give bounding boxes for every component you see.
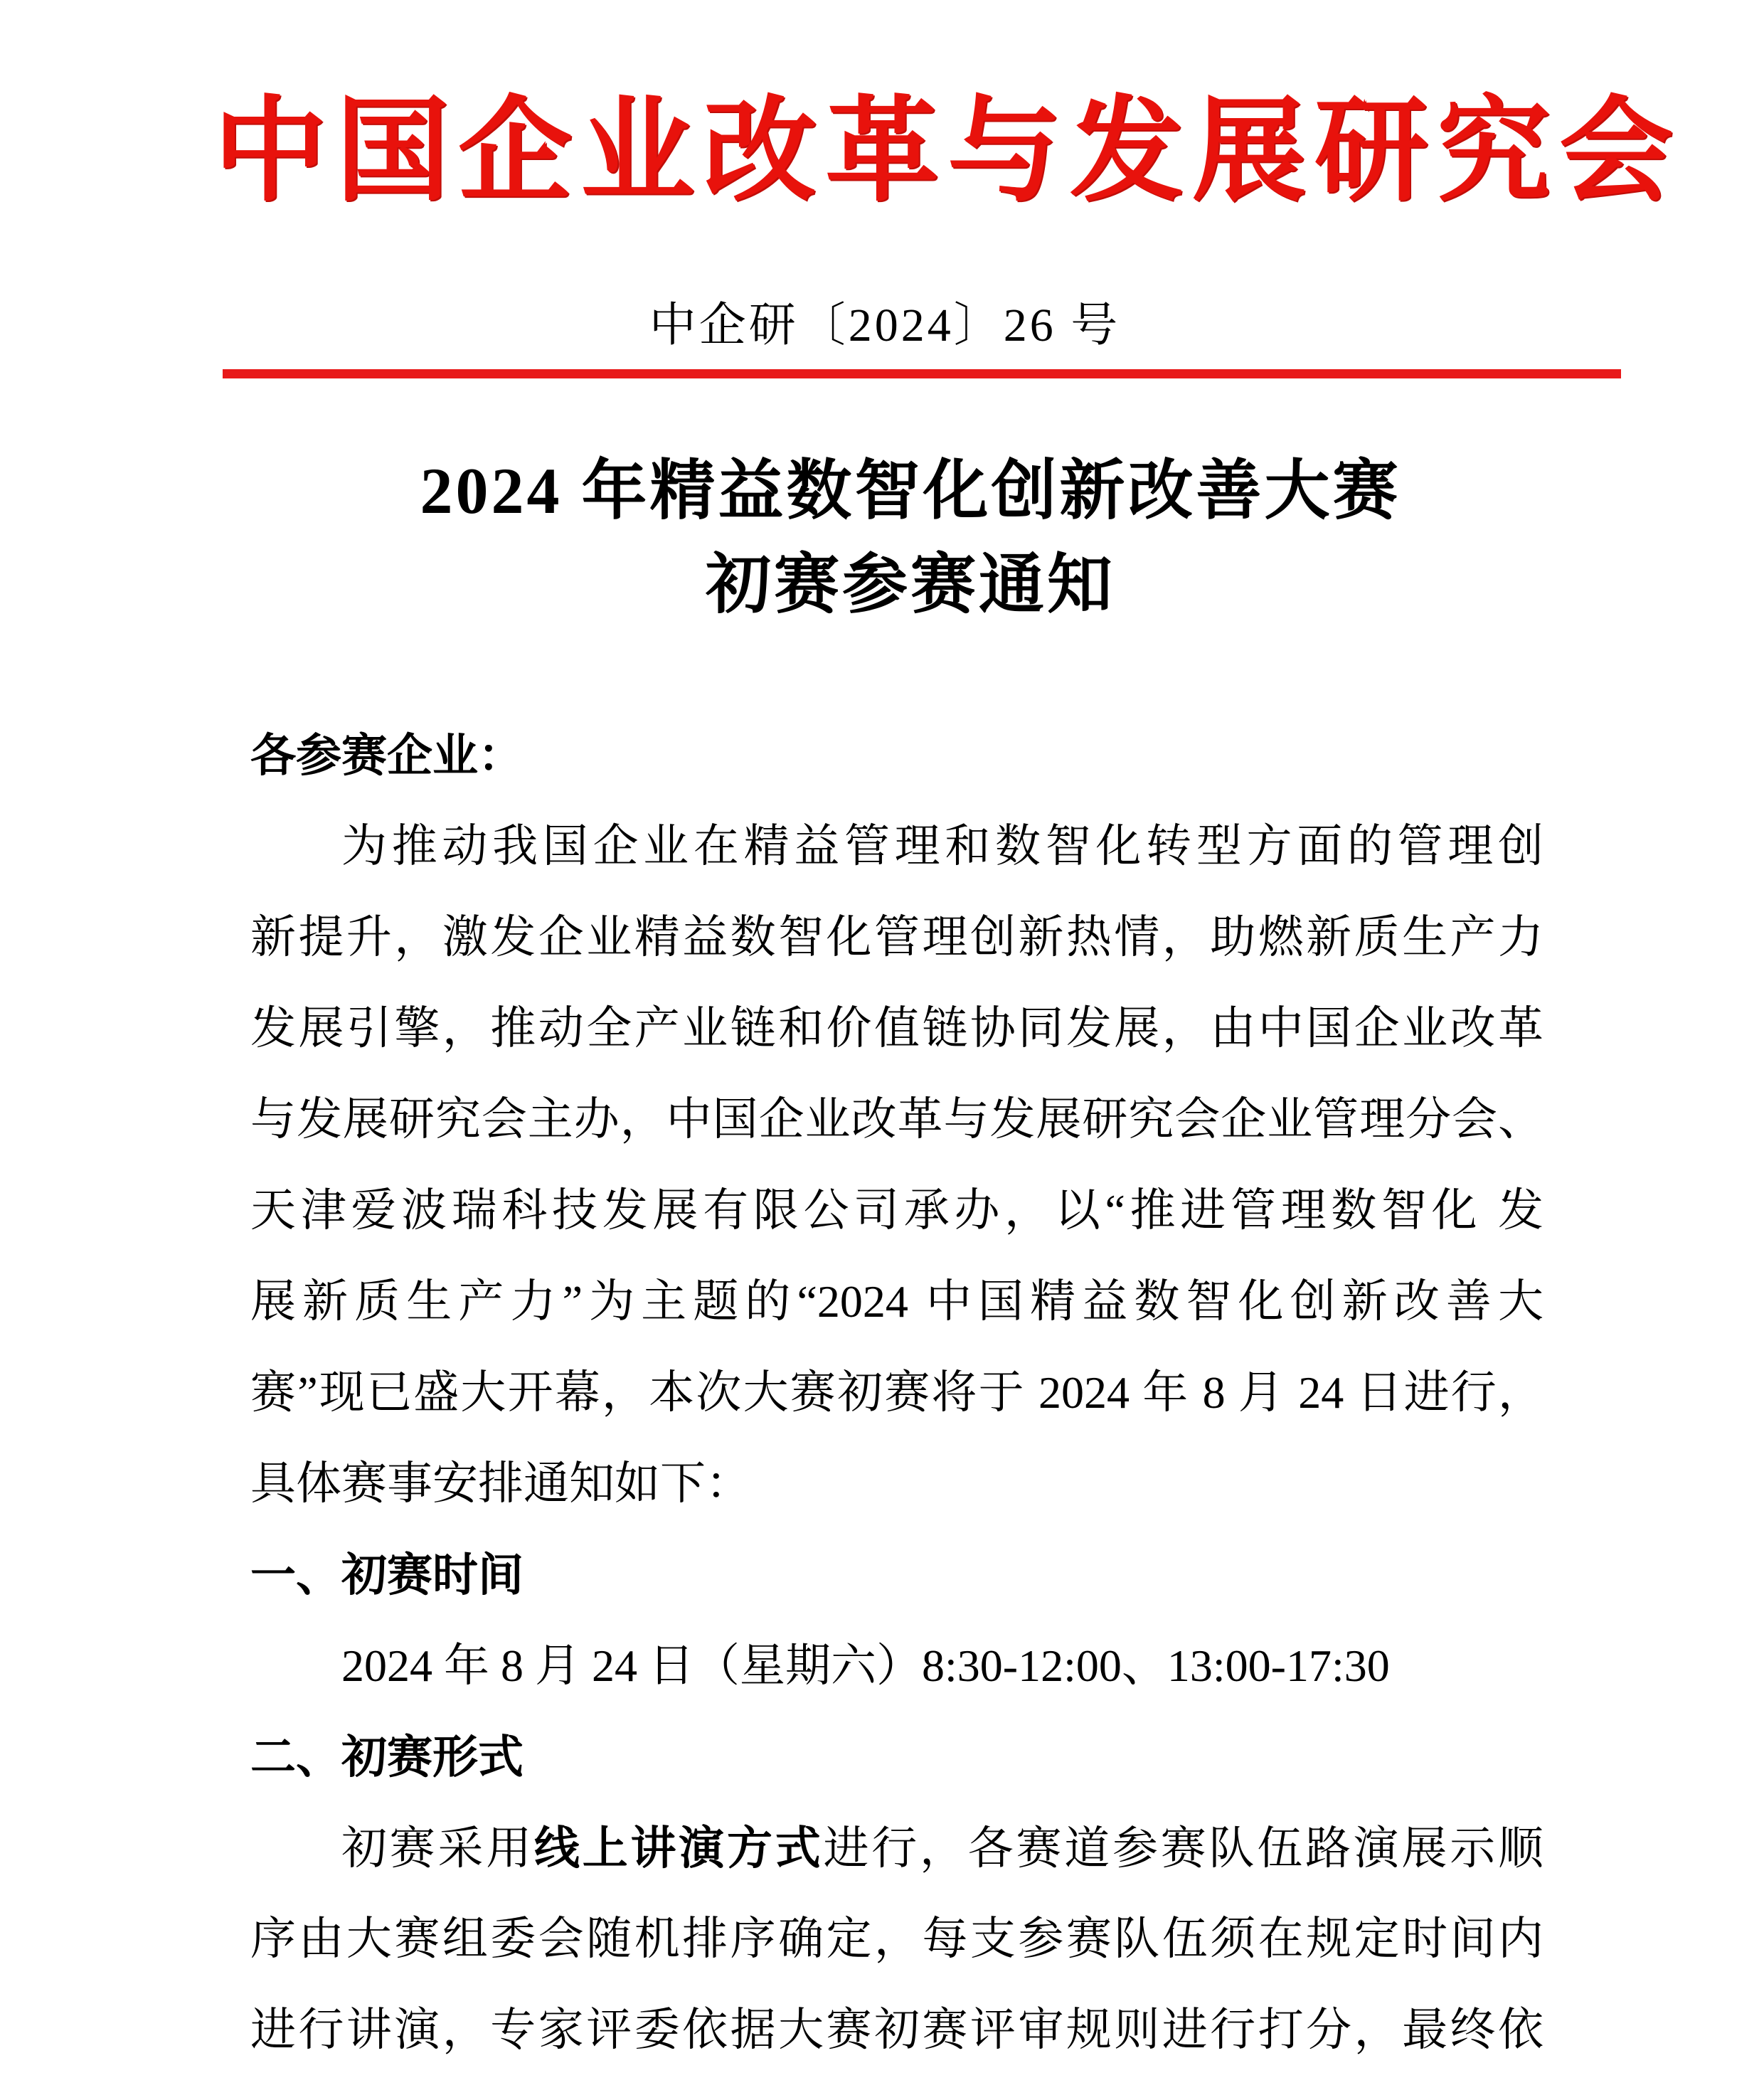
section-2-line-1-pre: 初赛采用 <box>341 1823 534 1874</box>
section-2-heading: 二、初赛形式 <box>250 1731 524 1783</box>
doc-title-line2: 初赛参赛通知 <box>705 548 1115 621</box>
section-2-line-2: 序由大赛组委会随机排序确定，每支参赛队伍须在规定时间内 <box>250 1914 1544 1964</box>
paragraph-line-5: 天津爱波瑞科技发展有限公司承办，以“推进管理数智化 发 <box>250 1185 1544 1236</box>
paragraph-line-8: 具体赛事安排通知如下： <box>250 1458 751 1509</box>
paragraph-line-6: 展新质生产力”为主题的“2024 中国精益数智化创新改善大 <box>250 1276 1544 1327</box>
paragraph-line-2: 新提升，激发企业精益数智化管理创新热情，助燃新质生产力 <box>250 912 1544 962</box>
doc-body <box>250 710 1544 2076</box>
section-2-line-1-post: 进行，各赛道参赛队伍路演展示顺 <box>823 1823 1544 1874</box>
doc-title <box>228 444 1593 632</box>
section-2-line-1-bold: 线上讲演方式 <box>534 1823 824 1874</box>
paragraph-line-7: 赛”现已盛大开幕，本次大赛初赛将于 2024 年 8 月 24 日进行， <box>250 1367 1544 1418</box>
paragraph-line-3: 发展引擎，推动全产业链和价值链协同发展，由中国企业改革 <box>250 1003 1544 1054</box>
red-divider-rule <box>223 369 1621 378</box>
salutation: 各参赛企业： <box>250 730 524 781</box>
section-1-heading: 一、初赛时间 <box>250 1549 524 1601</box>
doc-title-line1: 2024 年精益数智化创新改善大赛 <box>420 455 1401 527</box>
paragraph-line-4: 与发展研究会主办，中国企业改革与发展研究会企业管理分会、 <box>250 1094 1544 1145</box>
doc-number: 中企研〔2024〕26 号 <box>649 299 1121 351</box>
section-1-time: 2024 年 8 月 24 日（星期六）8:30-12:00、13:00-17:30 <box>341 1640 1390 1691</box>
section-2-line-3: 进行讲演，专家评委依据大赛初赛评审规则进行打分，最终依 <box>250 2005 1544 2055</box>
letterhead-org-name: 中国企业改革与发展研究会 <box>213 88 1682 215</box>
paragraph-line-1: 为推动我国企业在精益管理和数智化转型方面的管理创 <box>341 821 1544 871</box>
section-2-line-1 <box>250 1803 1544 1894</box>
